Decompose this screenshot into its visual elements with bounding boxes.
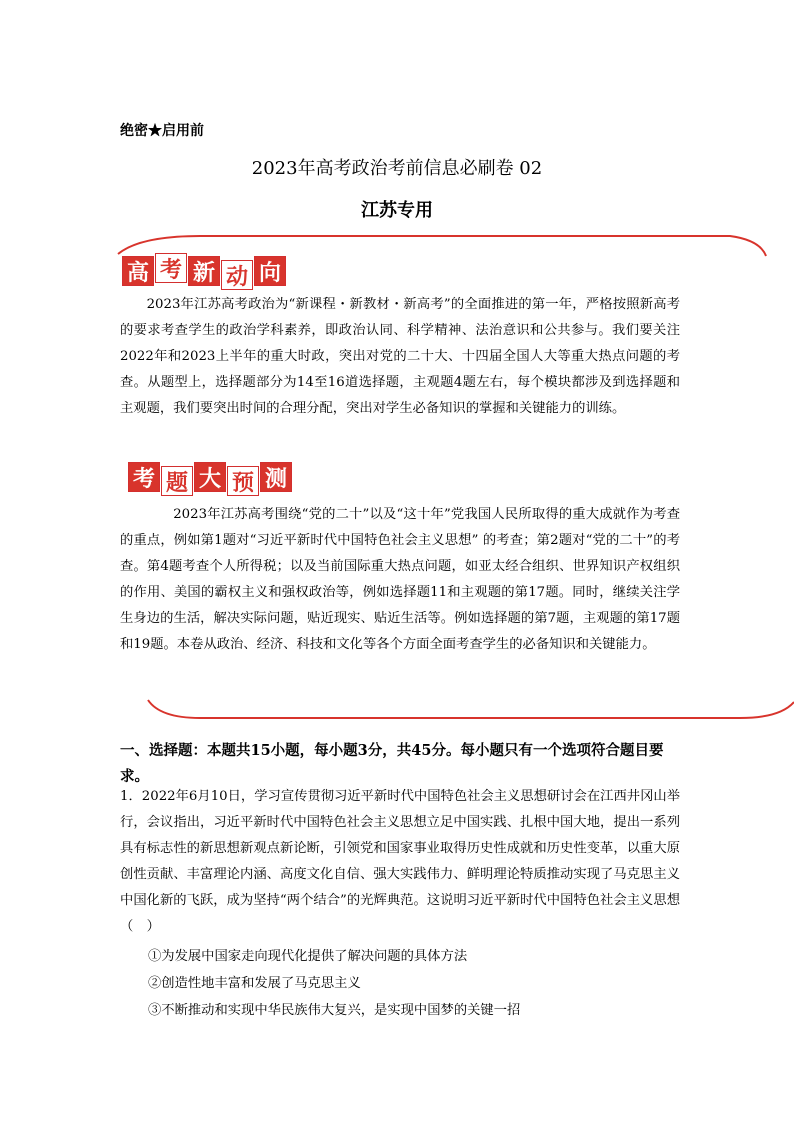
- banner-new-trends: [122, 256, 287, 290]
- section-heading: 一、选择题：本题共15小题，每小题3分，共45分。每小题只有一个选项符合题目要求。: [120, 742, 664, 785]
- banner-char: 考: [155, 253, 187, 283]
- option-2: ②创造性地丰富和发展了马克思主义: [148, 976, 361, 991]
- secret-mark: 绝密★启用前: [120, 123, 204, 139]
- banner-char: 动: [221, 260, 253, 290]
- banner-char: 高: [122, 256, 154, 286]
- prediction-paragraph: 2023年江苏高考围绕“党的二十”以及“这十年”党我国人民所取得的重大成就作为考查的重点，例如第1题对“习近平新时代中国特色社会主义思想” 的考查；第2题对“党的二十”的考查。第4题考查个人所得税；以及当前国际重大热点问题，如亚太经合组织、世界知识产权组织的作用、美国的霸权主义和强权政治等，例如选择题11和主观题的第17题。同时，继续关注学生身边的生活，解决实际问题，贴近现实、贴近生活等。例如选择题的第7题，主观题的第17题和19题。本卷从政治、经济、科技和文化等各个方面全面考查学生的必备知识和关键能力。: [120, 507, 680, 652]
- option-3: ③不断推动和实现中华民族伟大复兴，是实现中国梦的关键一招: [148, 1003, 521, 1018]
- banner-char: 题: [161, 466, 193, 496]
- page-subtitle: 江苏专用: [361, 200, 433, 221]
- question-stem: 1．2022年6月10日，学习宣传贯彻习近平新时代中国特色社会主义思想研讨会在江西井冈山举行，会议指出，习近平新时代中国特色社会主义思想立足中国实践、扎根中国大地，提出一系列具有标志性的新思想新观点新论断，引领党和国家事业取得历史性成就和历史性变革，以重大原创性贡献、丰富理论内涵、高度文化自信、强大实践伟力、鲜明理论特质推动实现了马克思主义中国化新的飞跃，成为坚持“两个结合”的光辉典范。这说明习近平新时代中国特色社会主义思想（ ）: [120, 789, 680, 934]
- banner-char: 大: [194, 462, 226, 492]
- banner-char: 新: [188, 256, 220, 286]
- banner-prediction: [128, 462, 293, 496]
- page-title: 2023年高考政治考前信息必刷卷 02: [251, 158, 543, 179]
- banner-char: 测: [260, 462, 292, 492]
- banner-char: 向: [254, 256, 286, 286]
- banner-char: 考: [128, 462, 160, 492]
- intro-paragraph: 2023年江苏高考政治为“新课程・新教材・新高考”的全面推进的第一年，严格按照新高考的要求考查学生的政治学科素养，即政治认同、科学精神、法治意识和公共参与。我们要关注2022年和2023上半年的重大时政，突出对党的二十大、十四届全国人大等重大热点问题的考查。从题型上，选择题部分为14至16道选择题，主观题4题左右，每个模块都涉及到选择题和主观题，我们要突出时间的合理分配，突出对学生必备知识的掌握和关键能力的训练。: [120, 297, 680, 416]
- option-1: ①为发展中国家走向现代化提供了解决问题的具体方法: [148, 949, 468, 964]
- banner-char: 预: [227, 466, 259, 496]
